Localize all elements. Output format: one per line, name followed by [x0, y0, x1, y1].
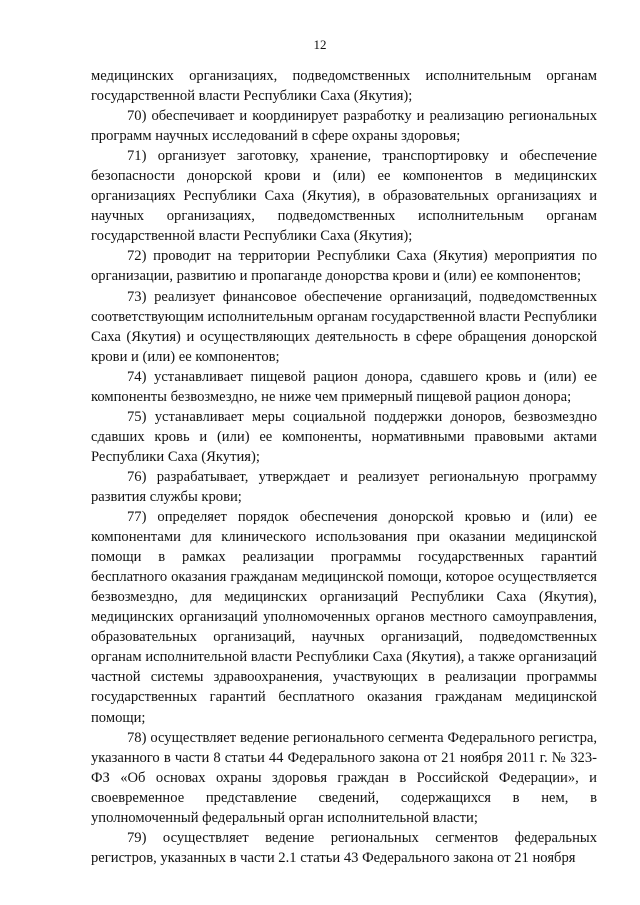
paragraph-item-70: 70) обеспечивает и координирует разработку и реализацию региональных программ научных исследований в сфере охраны здоровья; — [91, 108, 597, 145]
paragraph-item-79: 79) осуществляет ведение региональных сегментов федеральных регистров, указанных в части 2.1 статьи 43 Федерального закона от 21 ноября — [91, 829, 597, 866]
page-number: 12 — [313, 37, 327, 52]
paragraph-continued: медицинских организациях, подведомственных исполнительным органам государственной власти Республики Саха (Якутия); — [91, 68, 597, 105]
paragraph-item-72: 72) проводит на территории Республики Саха (Якутия) мероприятия по организации, развитию и пропаганде донорства крови и (или) ее компонентов; — [91, 248, 597, 285]
paragraph-item-78: 78) осуществляет ведение регионального сегмента Федерального регистра, указанного в части 8 статьи 44 Федерального закона от 21 ноября 2011 г. № 323-ФЗ «Об основах охраны здоровья граждан в Российской Федерации», и своевременное представление сведений, содержащихся в нем, в уполномоченный федеральный орган исполнительной власти; — [91, 729, 597, 826]
paragraph-item-74: 74) устанавливает пищевой рацион донора, сдавшего кровь и (или) ее компоненты безвозмездно, не ниже чем примерный пищевой рацион донора; — [91, 368, 597, 405]
paragraph-item-71: 71) организует заготовку, хранение, транспортировку и обеспечение безопасности донорской крови и (или) ее компонентов в медицинских организациях Республики Саха (Якутия), в образовательных организациях и научных организациях, подведомственных исполнительным органам государственной власти Республики Саха (Якутия); — [91, 148, 597, 245]
paragraph-item-75: 75) устанавливает меры социальной поддержки доноров, безвозмездно сдавших кровь и (или) ее компоненты, нормативными правовыми актами Республики Саха (Якутия); — [91, 408, 597, 465]
paragraph-item-77: 77) определяет порядок обеспечения донорской кровью и (или) ее компонентами для клинического использования при оказании медицинской помощи в рамках реализации программы государственных гарантий бесплатного оказания гражданам медицинской помощи, которое осуществляется безвозмездно, для медицинских организаций Республики Саха (Якутия), медицинских организаций уполномоченных органов местного самоуправления, образовательных организаций, научных организаций, подведомственных органам исполнительной власти Республики Саха (Якутия), а также организаций частной системы здравоохранения, участвующих в реализации программы государственных гарантий бесплатного оказания гражданам медицинской помощи; — [91, 509, 597, 726]
paragraph-item-73: 73) реализует финансовое обеспечение организаций, подведомственных соответствующим исполнительным органам государственной власти Республики Саха (Якутия) и осуществляющих деятельность в сфере обращения донорской крови и (или) ее компонентов; — [91, 288, 597, 365]
paragraph-item-76: 76) разрабатывает, утверждает и реализует региональную программу развития службы крови; — [91, 468, 597, 505]
document-body — [91, 66, 597, 868]
